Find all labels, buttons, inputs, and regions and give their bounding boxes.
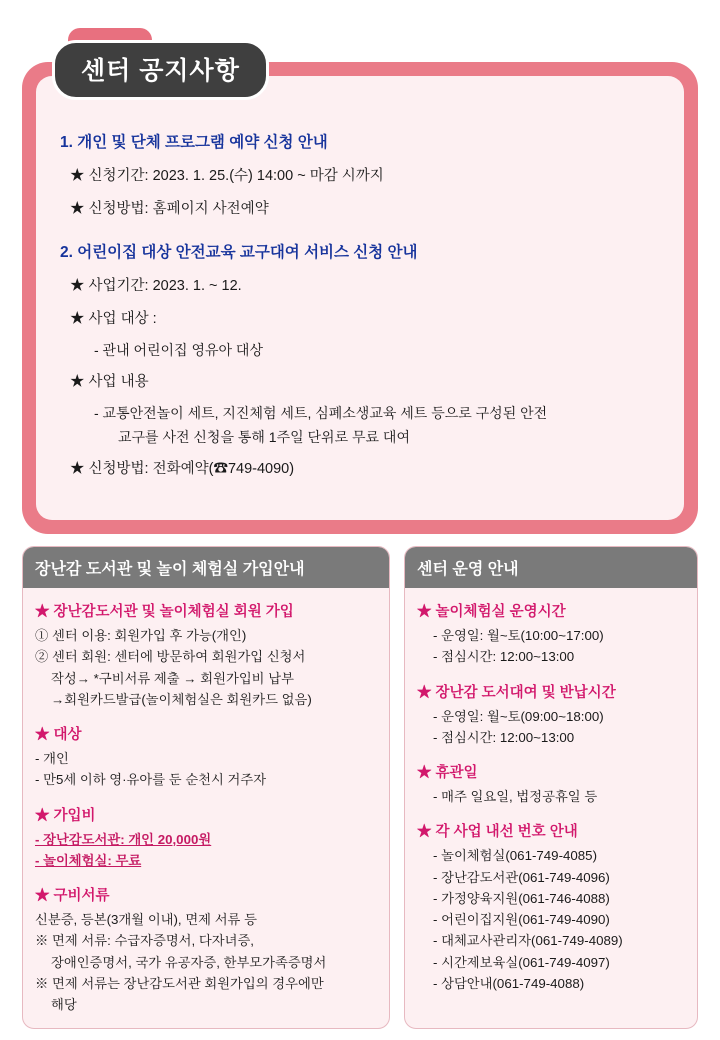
- list-item: 신분증, 등본(3개월 이내), 면제 서류 등: [35, 912, 257, 928]
- list-item: ② 센터 회원: 센터에 방문하여 회원가입 신청서: [35, 649, 306, 665]
- center-notice-panel: [22, 57, 698, 534]
- notice-section1-line1: ★ 신청기간: 2023. 1. 25.(수) 14:00 ~ 마감 시까지: [70, 168, 384, 184]
- list-item: 작성→ *구비서류 제출 → 회원가입비 납부: [51, 670, 294, 686]
- toy-library-card: [22, 546, 390, 1029]
- list-item: - 대체교사관리자(061-749-4089): [433, 933, 623, 949]
- info-cards: [22, 546, 698, 1029]
- center-operation-card-body: [405, 600, 697, 993]
- center-notice-inner: [36, 57, 684, 520]
- notice-section2-line3: ★ 사업 내용: [70, 374, 149, 390]
- list-item: - 운영일: 월~토(09:00~18:00): [433, 708, 604, 724]
- notice-title-badge: 센터 공지사항: [52, 40, 269, 100]
- list-item: →회원카드발급(놀이체험실은 회원카드 없음): [51, 691, 312, 707]
- closed-days-title: ★ 휴관일: [417, 765, 478, 782]
- list-item: - 놀이체험실(061-749-4085): [433, 848, 598, 864]
- notice-section2-line4: ★ 신청방법: 전화예약(☎749-4090): [70, 461, 295, 477]
- center-operation-card: [404, 546, 698, 1029]
- list-item: - 운영일: 월~토(10:00~17:00): [433, 628, 604, 643]
- toy-rental-hours-title: ★ 장난감 도서대여 및 반납시간: [417, 684, 616, 701]
- notice-section2-line3-sub2: 교구를 사전 신청을 통해 1주일 단위로 무료 대여: [118, 429, 410, 445]
- list-item: - 점심시간: 12:00~13:00: [433, 649, 575, 665]
- center-operation-card-header: 센터 운영 안내: [405, 547, 697, 588]
- list-item: - 점심시간: 12:00~13:00: [433, 729, 575, 745]
- list-item: 해당: [51, 997, 77, 1013]
- documents-section-title: ★ 구비서류: [35, 888, 110, 905]
- notice-section1-heading: 1. 개인 및 단체 프로그램 예약 신청 안내: [60, 134, 328, 151]
- membership-section-title: ★ 장난감도서관 및 놀이체험실 회원 가입: [35, 604, 294, 620]
- list-item: - 놀이체험실: 무료: [35, 852, 142, 868]
- list-item: - 상담안내(061-749-4088): [433, 975, 585, 991]
- list-item: ① 센터 이용: 회원가입 후 가능(개인): [35, 628, 247, 643]
- notice-section2-line2: ★ 사업 대상 :: [70, 311, 157, 327]
- target-section-title: ★ 대상: [35, 727, 82, 744]
- extension-numbers-title: ★ 각 사업 내선 번호 안내: [417, 824, 578, 841]
- notice-section2-line3-sub1: - 교통안전놀이 세트, 지진체험 세트, 심폐소생교육 세트 등으로 구성된 안전: [94, 405, 548, 421]
- list-item: - 장난감도서관: 개인 20,000원: [35, 831, 212, 847]
- list-item: ※ 면제 서류: 수급자증명서, 다자녀증,: [35, 933, 254, 949]
- list-item: - 시간제보육실(061-749-4097): [433, 954, 610, 970]
- list-item: - 만5세 이하 영·유아를 둔 순천시 거주자: [35, 772, 267, 788]
- list-item: ※ 면제 서류는 장난감도서관 회원가입의 경우에만: [35, 975, 324, 991]
- notice-section2-line1: ★ 사업기간: 2023. 1. ~ 12.: [70, 278, 242, 294]
- notice-section2-line2-sub: - 관내 어린이집 영유아 대상: [94, 342, 263, 358]
- list-item: - 가정양육지원(061-746-4088): [433, 890, 610, 906]
- fee-section-title: ★ 가입비: [35, 807, 96, 824]
- list-item: - 매주 일요일, 법정공휴일 등: [433, 789, 598, 805]
- list-item: - 개인: [35, 751, 69, 767]
- list-item: - 장난감도서관(061-749-4096): [433, 869, 610, 885]
- list-item: - 어린이집지원(061-749-4090): [433, 912, 610, 928]
- toy-library-card-header: 장난감 도서관 및 놀이 체험실 가입안내: [23, 547, 389, 588]
- list-item: 장애인증명서, 국가 유공자증, 한부모가족증명서: [51, 954, 327, 970]
- toy-library-card-body: [23, 600, 389, 1014]
- notice-section1-line2: ★ 신청방법: 홈페이지 사전예약: [70, 201, 269, 217]
- notice-section2-heading: 2. 어린이집 대상 안전교육 교구대여 서비스 신청 안내: [60, 244, 418, 261]
- playroom-hours-title: ★ 놀이체험실 운영시간: [417, 604, 566, 620]
